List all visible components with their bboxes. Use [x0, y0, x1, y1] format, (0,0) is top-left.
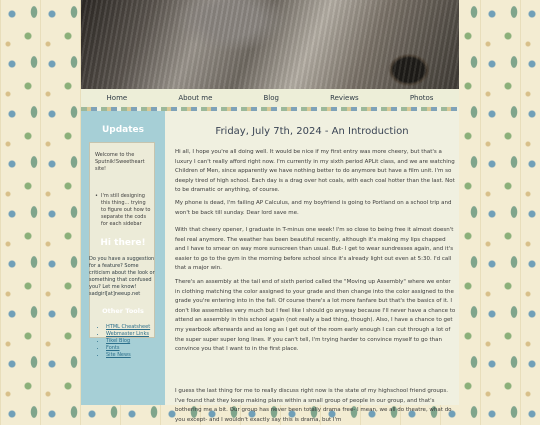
header-banner-cat-photo	[81, 0, 459, 89]
nav-blog[interactable]: Blog	[263, 94, 279, 102]
main-content	[165, 111, 459, 423]
post-paragraph: I guess the last thing for me to really discuss right now is the state of my highschool friend groups. I've found that they keep making plans within a small group of people in our group, and that's bothering me a bit. Our group has never been totally drama free- I mean, we all do theatre, what do you except- and I wouldn't exactly say this is drama, but I'm	[175, 388, 452, 423]
sidebar	[81, 111, 165, 405]
tool-link-fonts[interactable]: • Fonts	[106, 345, 150, 352]
hi-there-text: Do you have a suggestion for a feature? Some criticism about the look or something that confused you? Let me know! sadgirl[at]neeup.net	[89, 256, 155, 297]
hi-there-heading: Hi there!	[100, 238, 146, 248]
updates-heading: Updates	[101, 125, 145, 135]
tool-link-tikel-blog[interactable]: • Tikel Blog	[106, 338, 150, 345]
nav-about-me[interactable]: About me	[178, 94, 213, 102]
nav-photos[interactable]: Photos	[409, 94, 434, 102]
tool-link-site-news[interactable]: • Site News	[106, 352, 150, 359]
post-paragraph: My phone is dead, I'm failing AP Calculus, and my boyfriend is going to Portland on a school trip and won't be back till sunday. Dear lord save me.	[175, 200, 452, 216]
other-tools-list	[97, 324, 150, 359]
page-container	[81, 0, 459, 423]
tool-link-html-cheatsheet[interactable]: • HTML Cheatsheet	[106, 324, 150, 331]
tool-link-webmaster-links[interactable]: • Webmaster Links	[106, 331, 150, 338]
other-tools-heading: Other Tools	[102, 307, 144, 315]
top-nav	[81, 89, 459, 107]
post-paragraph: With that cheery opener, I graduate in T-minus one week! I'm so close to being free it almost doesn't feel real anymore. The weather has been beautiful recently, although it's making my lips chapped and I have to smear on way more sunscreen than usual. But- I get to wear sundresses again, and it's easier to go to the gym in the morning before school since it's already light out even at 5:30. I'd call that a major win.	[175, 227, 454, 272]
post-paragraph: There's an assembly at the tail end of sixth period called the "Moving up Assembly" where we enter in clothing matching the color assigned to your grade and then change into the color assigned to the grade you're entering into in the fall. Of course there's a lot more fanfare but that's the basics of it. I don't like assemblies very much but I feel like I should go anyway because I'll never have a chance to attend an assembly in this school again (not really a bad thing, though). Also, I have a chance to get my yearbook afterwards and as long as I get out of the room early enough I can cut through a lot of the super super super long lines. If you can't tell, I'm trying harder to convince myself to go than convince you that I want to in the first place.	[175, 279, 456, 353]
nav-reviews[interactable]: Reviews	[330, 94, 359, 102]
updates-intro: Welcome to the Sputnik!Sweetheart site!	[95, 152, 145, 172]
post-title: Friday, July 7th, 2024 - An Introduction	[215, 126, 409, 137]
updates-bullet: • I'm still designing this thing... trying to figure out how to separate the cods for each sidebar	[95, 193, 151, 228]
post-paragraph: Hi all, I hope you're all doing well. It would be nice if my first entry was more cheery, but that's a luxury I can't really afford right now. I'm currently in my sixth period APLit class, and we are watching Children of Men, since apparently we have nothing better to do anymore but have a film unit. I'm so deeply tired of high school. Each day is a drag over hot coals, with each coal hotter than the last. Not to be dramatic or anything, of course.	[175, 149, 455, 194]
nav-home[interactable]: Home	[106, 94, 128, 102]
